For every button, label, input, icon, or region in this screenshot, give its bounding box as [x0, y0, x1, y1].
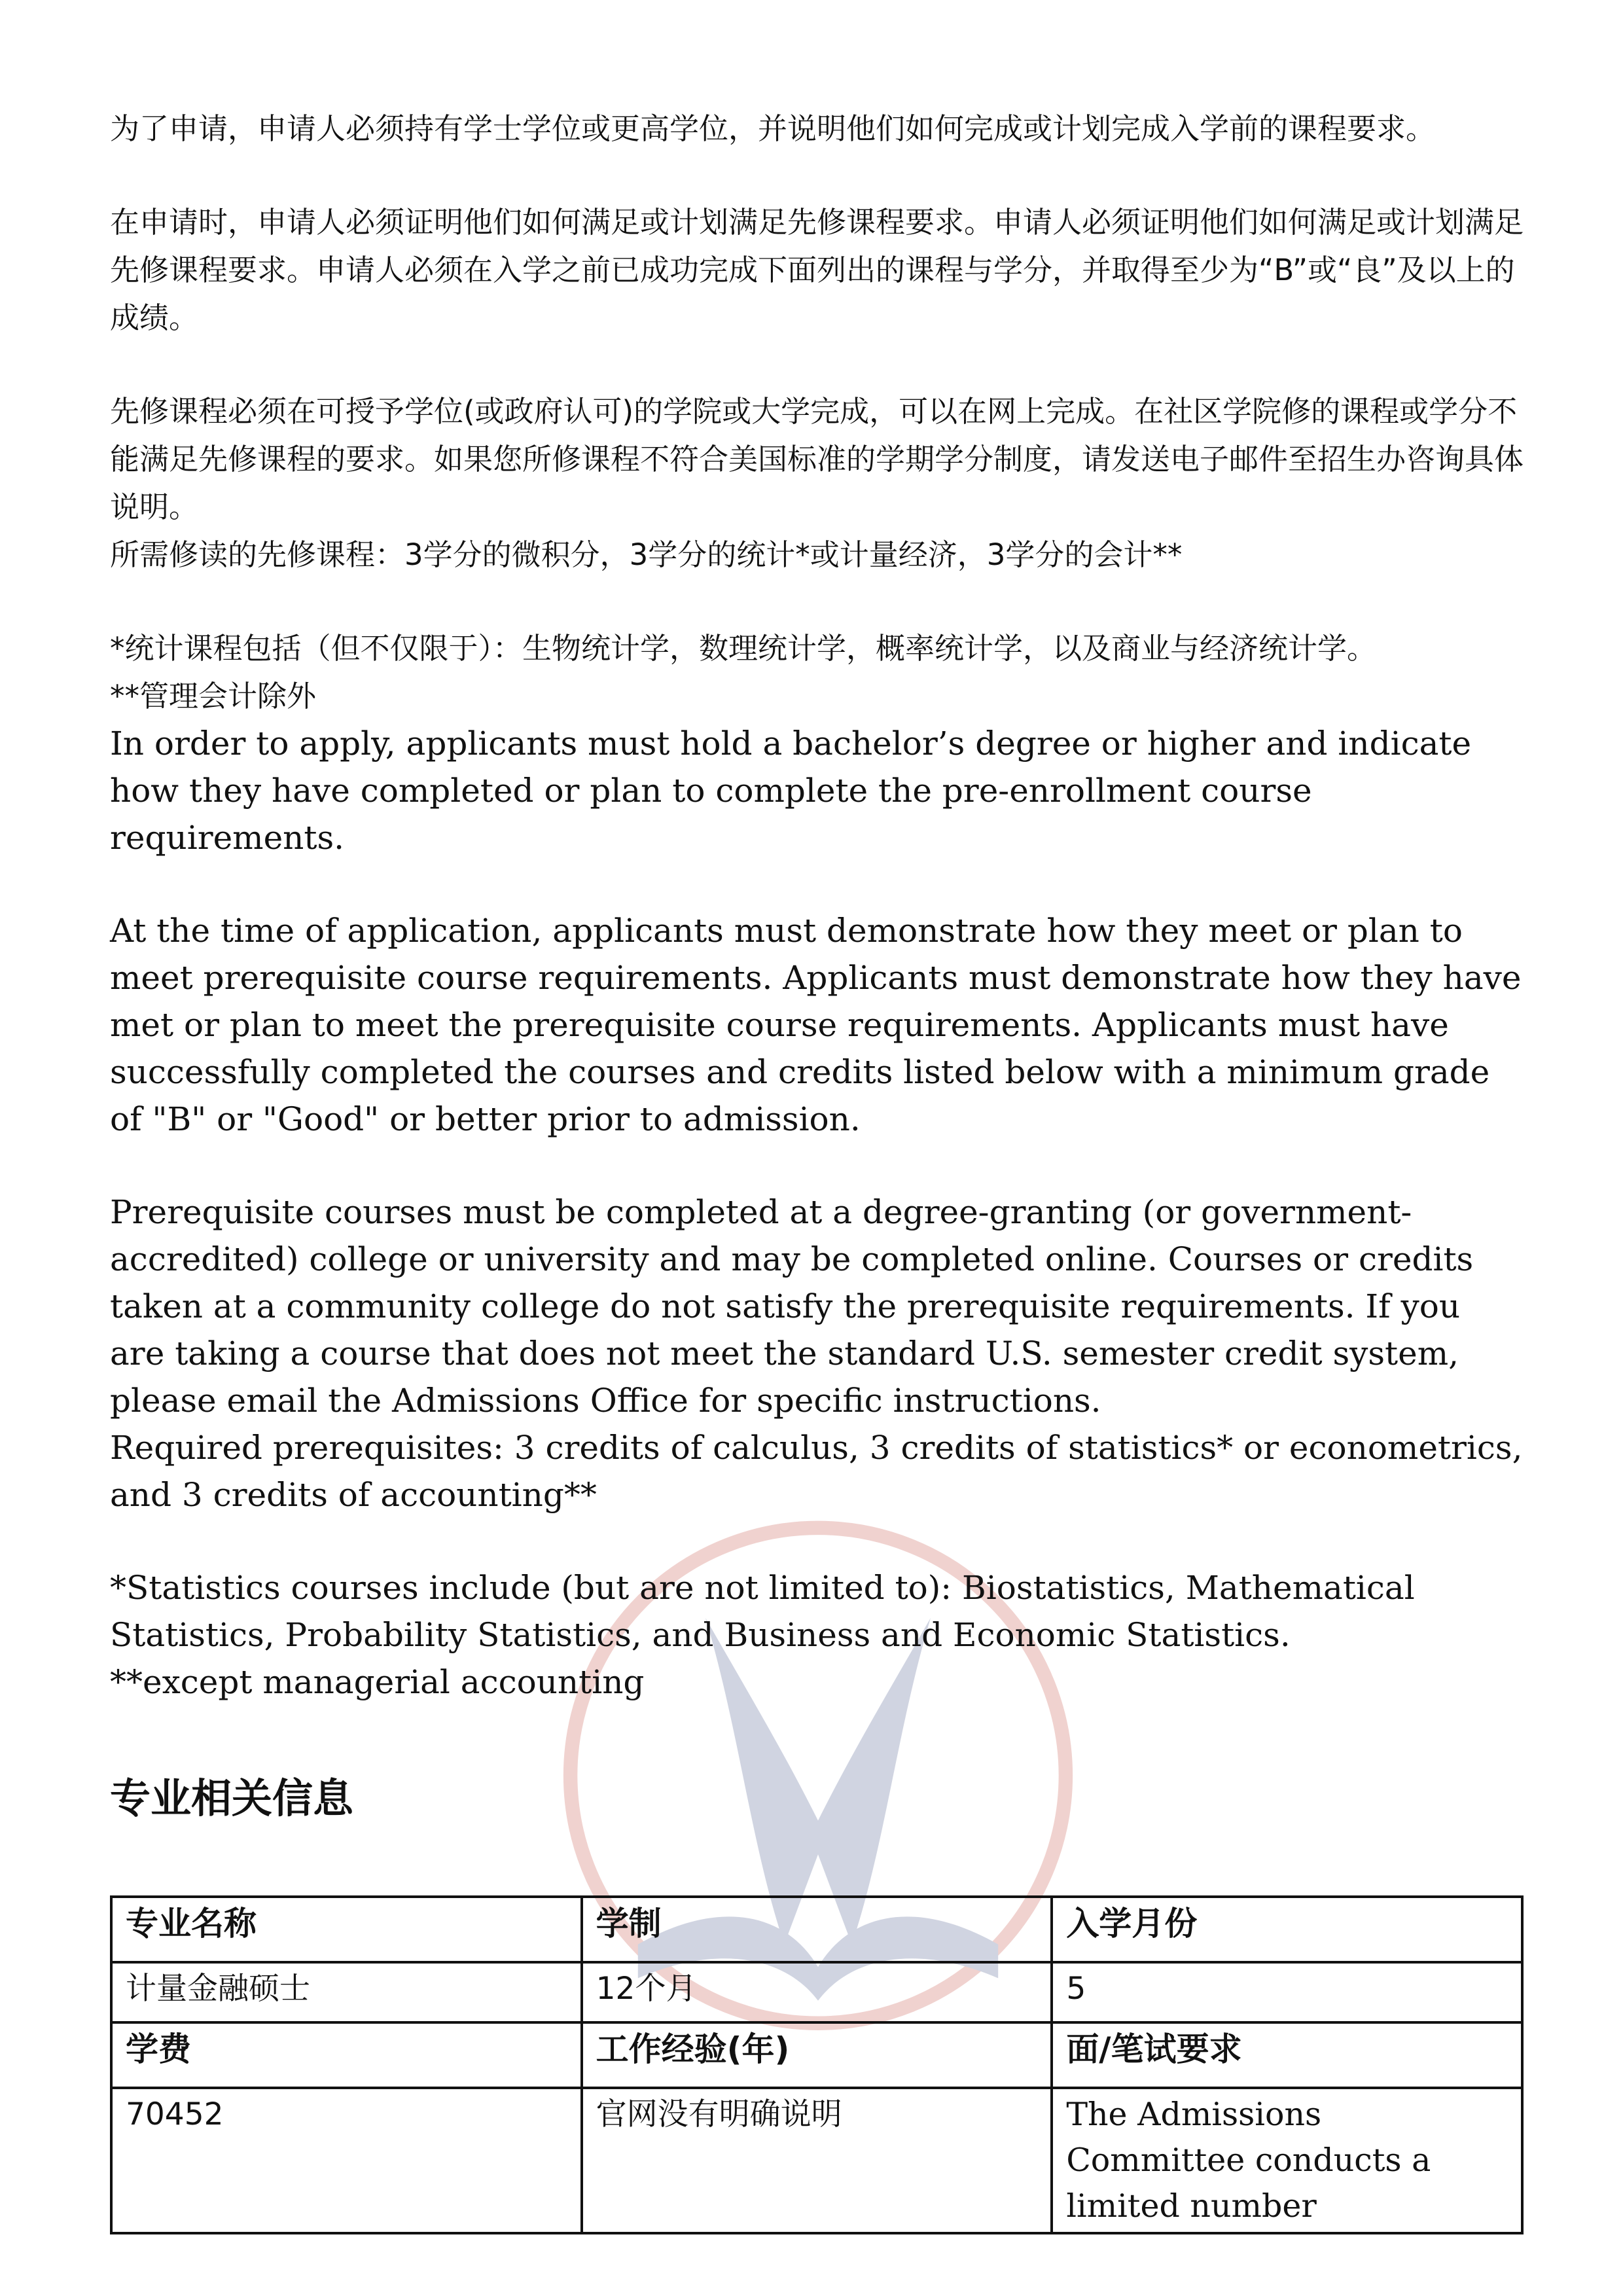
header-cell-tuition: 学费: [111, 2022, 582, 2088]
header-cell-work-experience: 工作经验(年): [582, 2022, 1052, 2088]
cell-intake-month: 5: [1052, 1962, 1522, 2022]
en-paragraph-statistics-note: *Statistics courses include (but are not limited to): Biostatistics, Mathematical Statistics, Probability Statistics, and Business and Economic Statistics.: [110, 1569, 1415, 1654]
cell-program-name: 计量金融硕士: [111, 1962, 582, 2022]
zh-paragraph-required-prerequisites: 所需修读的先修课程：3学分的微积分，3学分的统计*或计量经济，3学分的会计**: [110, 537, 1183, 572]
zh-paragraph-apply: 为了申请，申请人必须持有学士学位或更高学位，并说明他们如何完成或计划完成入学前的课程要求。: [110, 111, 1436, 146]
header-cell-intake-month: 入学月份: [1052, 1897, 1522, 1962]
cell-work-experience: 官网没有明确说明: [582, 2088, 1052, 2233]
cell-tuition: 70452: [111, 2088, 582, 2233]
zh-paragraph-demonstrate: 在申请时，申请人必须证明他们如何满足或计划满足先修课程要求。申请人必须证明他们如何满足或计划满足先修课程要求。申请人必须在入学之前已成功完成下面列出的课程与学分，并取得至少为“B”或“良”及以上的成绩。: [110, 205, 1524, 335]
cell-duration: 12个月: [582, 1962, 1052, 2022]
chinese-section: [110, 105, 1524, 720]
en-paragraph-demonstrate: At the time of application, applicants must demonstrate how they meet or plan to meet prerequisite course requirements. Applicants must demonstrate how they have met or plan to meet the prerequisite course requirements. Applicants must have successfully completed the courses and credits listed below with a minimum grade of "B" or "Good" or better prior to admission.: [110, 912, 1522, 1138]
en-paragraph-required-prerequisites: Required prerequisites: 3 credits of calculus, 3 credits of statistics* or econometrics, and 3 credits of accounting**: [110, 1429, 1523, 1514]
document-body: [110, 105, 1524, 1846]
header-cell-interview-requirement: 面/笔试要求: [1052, 2022, 1522, 2088]
table-header-row: [111, 2022, 1522, 2088]
major-info-heading: 专业相关信息: [110, 1774, 354, 1822]
header-cell-duration: 学制: [582, 1897, 1052, 1962]
english-section: [110, 720, 1524, 1706]
zh-paragraph-prerequisite-courses: 先修课程必须在可授予学位(或政府认可)的学院或大学完成，可以在网上完成。在社区学院修的课程或学分不能满足先修课程的要求。如果您所修课程不符合美国标准的学期学分制度，请发送电子邮件至招生办咨询具体说明。: [110, 394, 1524, 524]
major-info-table: [110, 1895, 1524, 2234]
en-paragraph-prerequisite-courses: Prerequisite courses must be completed at a degree-granting (or government-accredited) college or university and may be completed online. Courses or credits taken at a community college do not satisfy the prerequisite requirements. If you are taking a course that does not meet the standard U.S. semester credit system, please email the Admissions Office for specific instructions.: [110, 1193, 1474, 1420]
table-header-row: [111, 1897, 1522, 1962]
en-paragraph-apply: In order to apply, applicants must hold a bachelor’s degree or higher and indicate how they have completed or plan to complete the pre-enrollment course requirements.: [110, 725, 1472, 857]
zh-paragraph-statistics-note: *统计课程包括（但不仅限于）：生物统计学，数理统计学，概率统计学，以及商业与经济统计学。: [110, 631, 1377, 666]
zh-paragraph-accounting-note: **管理会计除外: [110, 679, 317, 713]
table-row: [111, 1962, 1522, 2022]
en-paragraph-accounting-note: **except managerial accounting: [110, 1663, 645, 1701]
cell-interview-requirement: The Admissions Committee conducts a limited number: [1052, 2088, 1522, 2233]
header-cell-program-name: 专业名称: [111, 1897, 582, 1962]
table-row: [111, 2088, 1522, 2233]
